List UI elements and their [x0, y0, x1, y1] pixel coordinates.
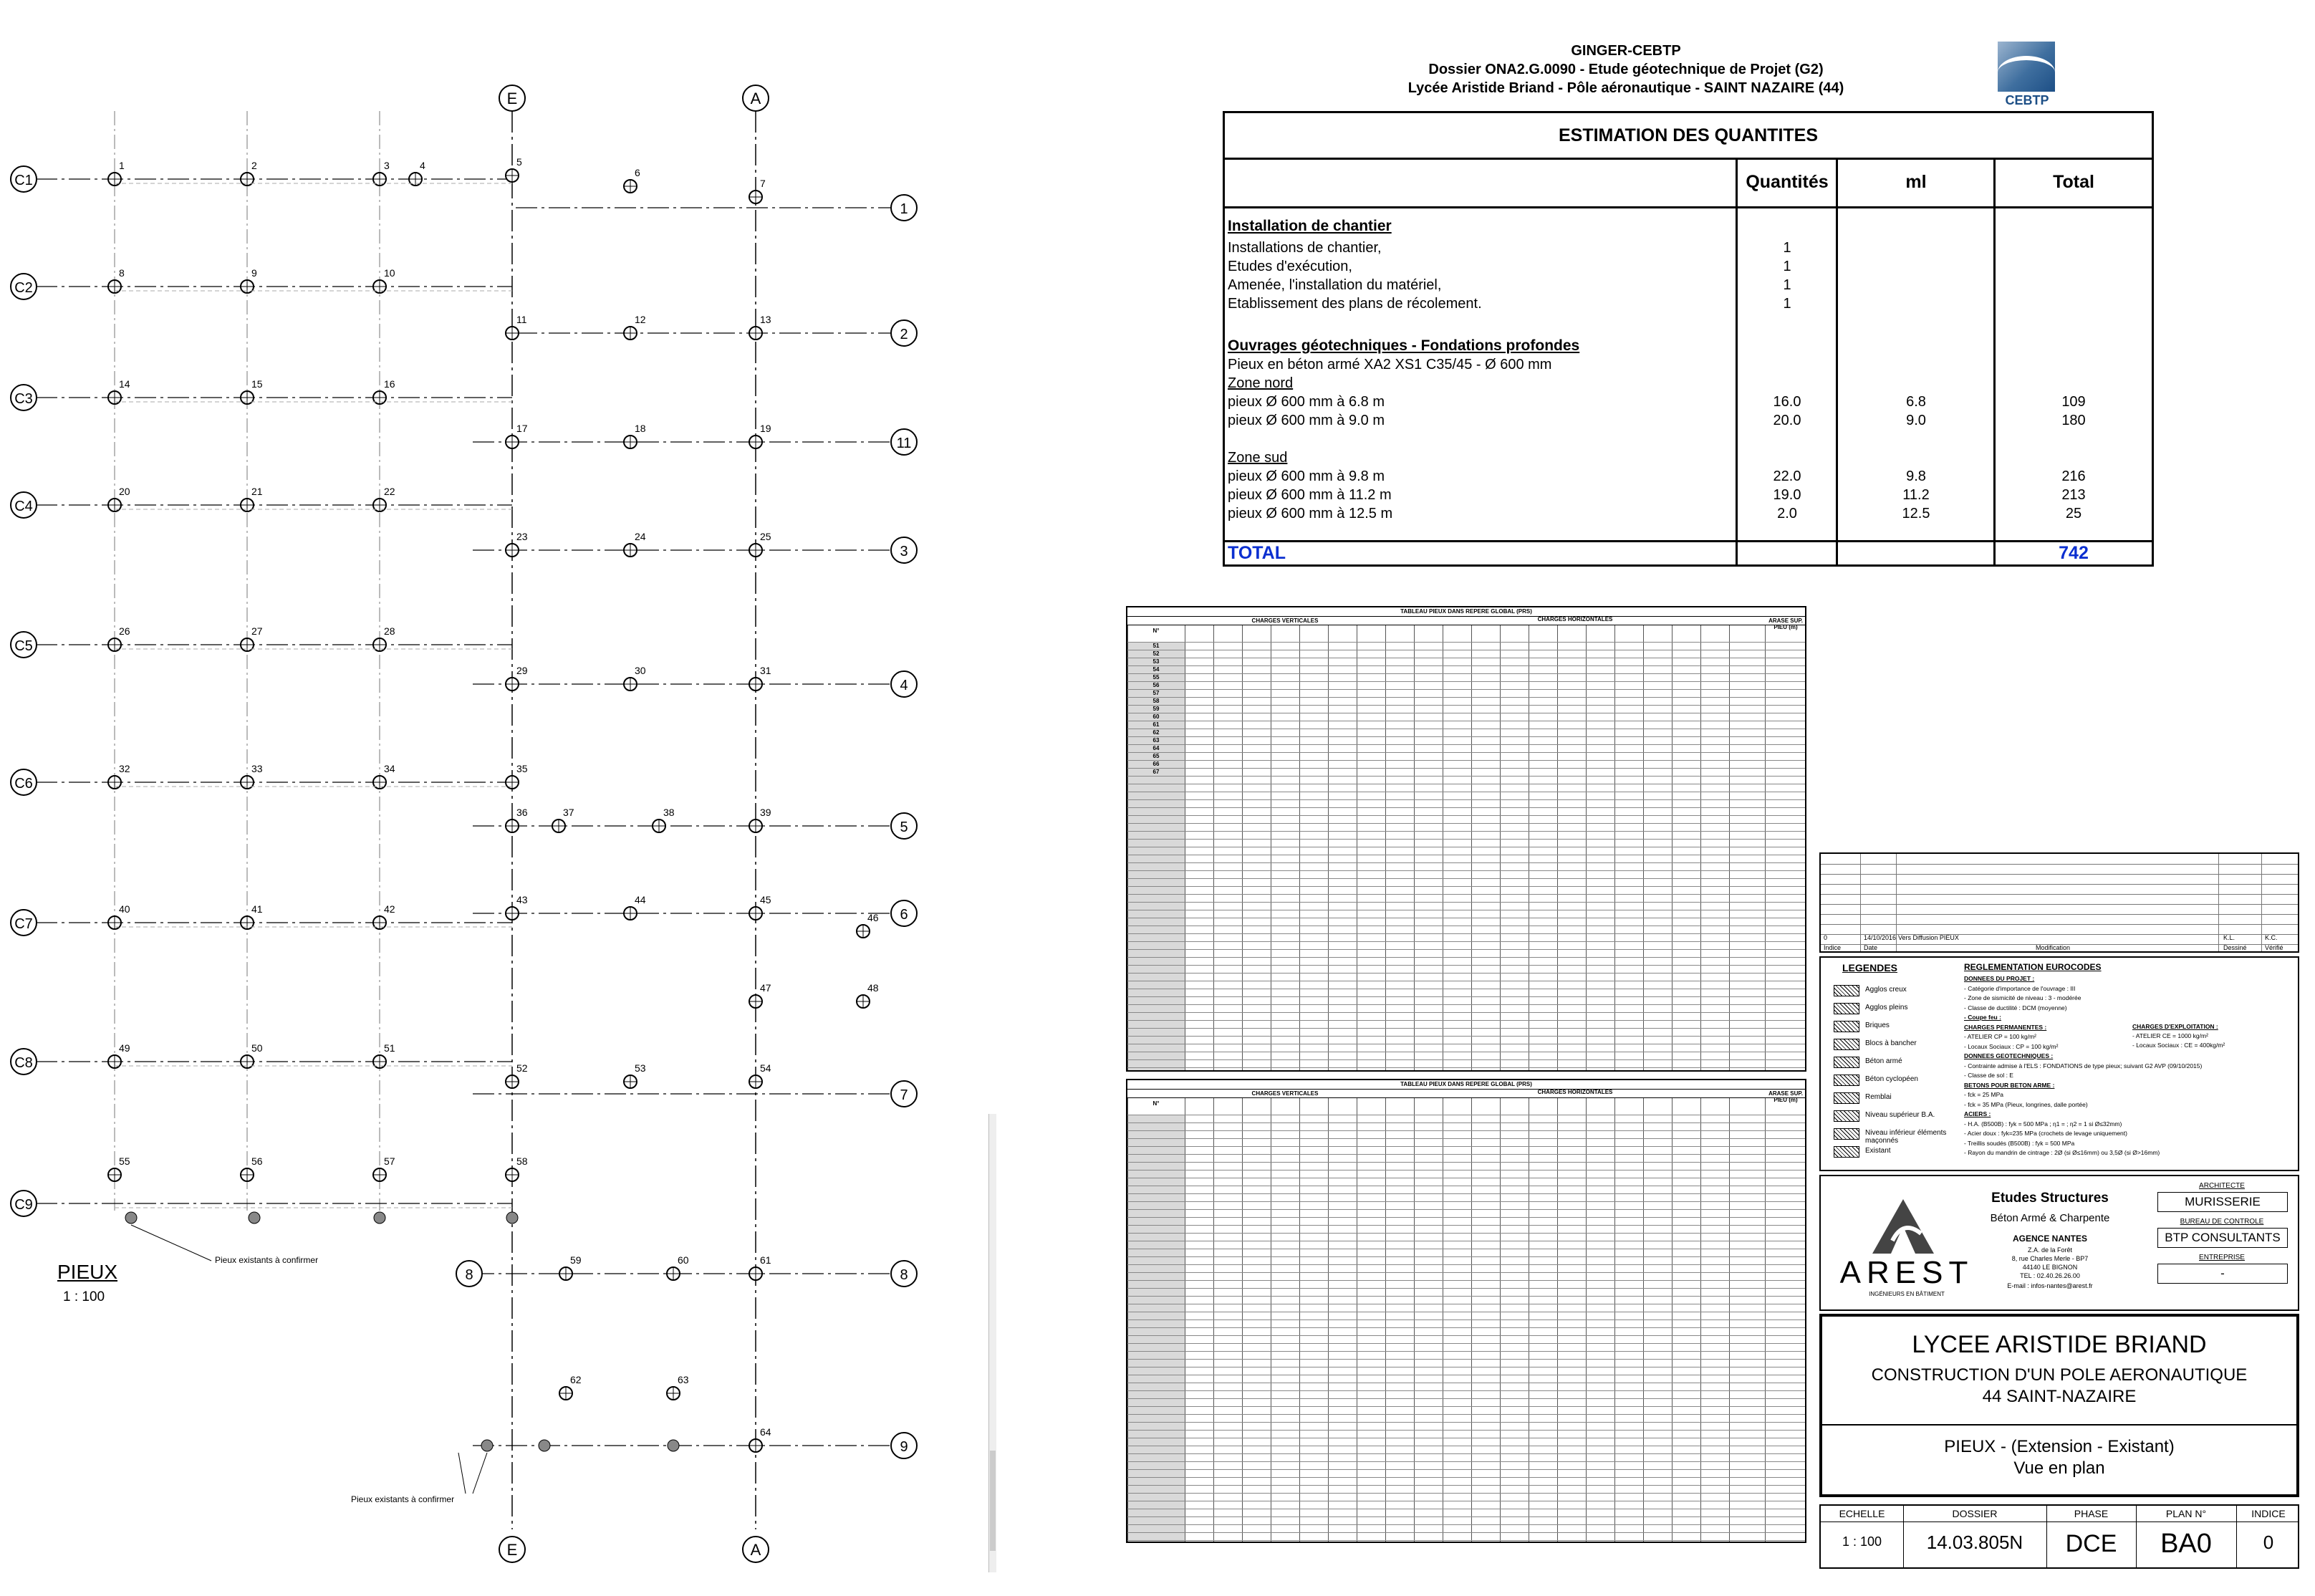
legend-label: Agglos creux — [1865, 986, 1907, 994]
legend-swatch — [1834, 1057, 1859, 1068]
pile-label: 27 — [251, 625, 263, 637]
pile-label: 18 — [635, 423, 646, 434]
entreprise-value: - — [2157, 1264, 2288, 1284]
regl-line: - H.A. (B500B) : fyk = 500 MPa ; η1 = ; η2 = 1 si Ø≤32mm) — [1964, 1120, 2122, 1128]
axis-label-C1: C1 — [14, 173, 33, 188]
qty-cell: 1 — [1783, 259, 1791, 274]
legend-swatch — [1834, 1003, 1859, 1014]
pile-label: 51 — [384, 1042, 395, 1054]
pile-label: 39 — [760, 807, 771, 818]
rev-indice: 0 — [1824, 934, 1828, 941]
pile-number: 67 — [1152, 769, 1160, 775]
axis-label-C2: C2 — [14, 280, 33, 296]
col-no: N° — [1152, 1100, 1160, 1107]
total-cell: 216 — [2061, 468, 2086, 484]
pile-number: 66 — [1152, 761, 1160, 767]
axis-label-4: 4 — [900, 678, 908, 693]
axis-label-C3: C3 — [14, 391, 33, 407]
rev-h-verifie: Vérifié — [2265, 944, 2283, 951]
axis-label-6: 6 — [900, 907, 908, 923]
pile-label: 17 — [516, 423, 528, 434]
pile-row — [1127, 736, 1805, 744]
axis-label-C7: C7 — [14, 916, 33, 932]
h-plan: PLAN N° — [2165, 1508, 2207, 1519]
qty-cell: 22.0 — [1773, 468, 1801, 484]
pile-label: 6 — [635, 167, 640, 178]
legend-swatch — [1834, 1075, 1859, 1086]
legendes-title: LEGENDES — [1842, 962, 1898, 974]
pile-number: 54 — [1152, 666, 1160, 673]
qty-cell: 1 — [1783, 277, 1791, 293]
pile-label: 54 — [760, 1062, 771, 1074]
title-block — [1819, 852, 2299, 1569]
legend-swatch — [1834, 1146, 1859, 1158]
pile-table-grid — [1127, 607, 1805, 1070]
rev-h-dessine: Dessiné — [2223, 944, 2247, 951]
regl-line: - ATELIER CP = 100 kg/m² — [1964, 1033, 2037, 1040]
addr1: Z.A. de la Forêt — [2027, 1246, 2073, 1254]
regl-line: CHARGES PERMANENTES : — [1964, 1023, 2047, 1031]
pile-label: 23 — [516, 531, 528, 542]
legend-swatch — [1834, 1039, 1859, 1050]
pile-number: 57 — [1152, 690, 1160, 696]
plan-value: BA0 — [2160, 1529, 2212, 1559]
drawing-title: PIEUX - (Extension - Existant) — [1944, 1437, 2175, 1456]
pile-label: 44 — [635, 894, 646, 905]
pile-label: 14 — [119, 378, 130, 390]
pile-label: 61 — [760, 1254, 771, 1266]
pile-label: 28 — [384, 625, 395, 637]
pile-label: 8 — [119, 267, 125, 279]
legend-label: Niveau supérieur B.A. — [1865, 1111, 1935, 1119]
qty-cell: 2.0 — [1777, 506, 1797, 521]
legend-label: Béton cyclopéen — [1865, 1075, 1918, 1083]
pile-label: 50 — [251, 1042, 263, 1054]
total-cell: 109 — [2061, 394, 2086, 410]
axis-label-C9: C9 — [14, 1197, 33, 1213]
pile-row — [1127, 665, 1805, 673]
pile-label: 9 — [251, 267, 257, 279]
axis-label-9: 9 — [900, 1439, 908, 1455]
pile-label: 60 — [678, 1254, 689, 1266]
legend-label: Béton armé — [1865, 1057, 1902, 1065]
line-item: Etudes d'exécution, — [1228, 259, 1352, 274]
total-cell: 180 — [2061, 413, 2086, 428]
regl-line: - Treillis soudés (B500B) : fyk = 500 MPa — [1964, 1139, 2075, 1147]
h-phase: PHASE — [2074, 1508, 2109, 1519]
pile-label: 53 — [635, 1062, 646, 1074]
project-panel — [1819, 1314, 2299, 1497]
regl-line: - fck = 25 MPa — [1964, 1091, 2004, 1098]
rev-h-date: Date — [1864, 944, 1878, 951]
legend-swatch — [1834, 1110, 1859, 1122]
regl-line: - fck = 35 MPa (Pieux, longrines, dalle portée) — [1964, 1100, 2088, 1108]
pile-table-top — [1126, 606, 1806, 1072]
regl-line: - Classe de sol : E — [1964, 1072, 2013, 1079]
line-item: Amenée, l'installation du matériel, — [1228, 277, 1442, 293]
pile-number: 58 — [1152, 698, 1160, 704]
revision-table — [1819, 852, 2299, 953]
info-row — [1819, 1504, 2299, 1569]
pile-table-bottom — [1126, 1079, 1806, 1543]
email: E-mail : infos-nantes@arest.fr — [2007, 1282, 2093, 1289]
legend-swatch — [1834, 1092, 1859, 1104]
legend-label: Blocs à bancher — [1865, 1039, 1917, 1047]
architecte-value: MURISSERIE — [2157, 1192, 2288, 1212]
pile-label: 58 — [516, 1155, 528, 1167]
pile-row — [1127, 721, 1805, 729]
axis-label-5: 5 — [900, 819, 908, 835]
axis-label-C5: C5 — [14, 638, 33, 654]
pile-row — [1127, 689, 1805, 697]
project-title: LYCEE ARISTIDE BRIAND — [1912, 1331, 2207, 1358]
architecte-label: ARCHITECTE — [2199, 1182, 2245, 1190]
pile-label: 49 — [119, 1042, 130, 1054]
regl-line: - Zone de sismicité de niveau : 3 - modérée — [1964, 994, 2081, 1001]
line-item: pieux Ø 600 mm à 9.0 m — [1228, 413, 1385, 428]
rev-h-indice: Indice — [1824, 944, 1842, 951]
legend-swatch — [1834, 1021, 1859, 1032]
qty-cell: 16.0 — [1773, 394, 1801, 410]
dossier-value: 14.03.805N — [1926, 1532, 2023, 1553]
axis-label-1: 1 — [900, 201, 908, 217]
existing-pile-marker — [668, 1440, 679, 1451]
axis-label-C6: C6 — [14, 776, 33, 792]
pile-label: 11 — [516, 314, 527, 325]
ml-cell: 9.8 — [1906, 468, 1926, 484]
col-quantites: Quantités — [1737, 158, 1837, 208]
charges-expl-line: CHARGES D'EXPLOITATION : — [2132, 1023, 2218, 1030]
pile-plan-drawing — [0, 0, 974, 1596]
existing-pile-marker — [125, 1212, 137, 1224]
pile-number: 51 — [1152, 643, 1160, 649]
pile-label: 31 — [760, 665, 771, 676]
pile-row — [1127, 673, 1805, 681]
section-fondations: Ouvrages géotechniques - Fondations profondes — [1228, 337, 1580, 354]
pile-label: 16 — [384, 378, 395, 390]
pile-label: 32 — [119, 763, 130, 774]
existing-pile-marker — [539, 1440, 550, 1451]
pile-label: 24 — [635, 531, 646, 542]
pile-number: 61 — [1152, 721, 1160, 728]
total-cell: 213 — [2061, 487, 2086, 503]
pile-row — [1127, 642, 1805, 650]
zone-nord: Zone nord — [1228, 375, 1294, 391]
regl-line: - Coupe feu : — [1964, 1014, 2001, 1021]
pile-label: 10 — [384, 267, 395, 279]
existing-piles-note: Pieux existants à confirmer — [215, 1255, 319, 1265]
arest-panel — [1819, 1175, 2299, 1311]
section-installation: Installation de chantier — [1228, 218, 1392, 234]
axis-label-8-left: 8 — [465, 1267, 473, 1283]
legend-swatch — [1834, 985, 1859, 996]
axis-label-11: 11 — [896, 436, 912, 451]
total-label: TOTAL — [1228, 543, 1286, 563]
etudes-structures: Etudes Structures — [1991, 1191, 2109, 1206]
line-item: pieux Ø 600 mm à 9.8 m — [1228, 468, 1385, 484]
line-item: Installations de chantier, — [1228, 240, 1382, 256]
total-value: 742 — [2059, 543, 2089, 563]
pile-label: 57 — [384, 1155, 395, 1167]
existing-pile-marker — [249, 1212, 260, 1224]
pile-label: 34 — [384, 763, 395, 774]
pile-label: 40 — [119, 903, 130, 915]
logo-text: CEBTP — [2005, 93, 2049, 107]
axis-label-C8: C8 — [14, 1055, 33, 1071]
phase-value: DCE — [2065, 1530, 2117, 1557]
pile-number: 56 — [1152, 682, 1160, 688]
pile-row — [1127, 760, 1805, 768]
pile-label: 56 — [251, 1155, 263, 1167]
beton-charpente: Béton Armé & Charpente — [1990, 1212, 2110, 1224]
pile-label: 25 — [760, 531, 771, 542]
pile-label: 12 — [635, 314, 646, 325]
axis-label-E: E — [506, 90, 518, 107]
col-total: Total — [1995, 158, 2152, 208]
rev-h-modif: Modification — [2036, 944, 2071, 951]
legend-swatch — [1834, 1128, 1859, 1140]
pile-label: 37 — [563, 807, 574, 818]
pile-label: 4 — [420, 160, 425, 171]
col-no: N° — [1152, 628, 1160, 634]
pile-label: 5 — [516, 156, 522, 168]
plan-title: PIEUX — [57, 1261, 118, 1283]
pile-label: 62 — [570, 1374, 582, 1385]
existing-pile-marker — [374, 1212, 385, 1224]
arest-name: AREST — [1839, 1255, 1974, 1290]
addr3: 44140 LE BIGNON — [2022, 1264, 2078, 1271]
cebtp-logo — [1995, 42, 2059, 106]
legend-label: Agglos pleins — [1865, 1004, 1908, 1011]
quantities-title: ESTIMATION DES QUANTITES — [1225, 113, 2152, 160]
pile-label: 2 — [251, 160, 257, 171]
pile-number: 52 — [1152, 650, 1160, 657]
pile-label: 7 — [760, 178, 766, 189]
regl-title: REGLEMENTATION EUROCODES — [1964, 962, 2102, 972]
charges-expl-line: - Locaux Sociaux : CE = 400kg/m² — [2132, 1042, 2225, 1049]
pile-label: 52 — [516, 1062, 528, 1074]
regl-line: - Rayon du mandrin de cintrage : 2Ø (si Ø≤16mm) ou 3,5Ø (si Ø>16mm) — [1964, 1149, 2160, 1156]
quantities-table — [1223, 111, 2154, 567]
pile-label: 47 — [760, 982, 771, 994]
pile-number: 53 — [1152, 658, 1160, 665]
pile-label: 26 — [119, 625, 130, 637]
regl-line: ACIERS : — [1964, 1110, 1991, 1117]
legend-label: Niveau inférieur éléments maçonnés — [1865, 1129, 1947, 1145]
arest-subtitle: INGÉNIEURS EN BÂTIMENT — [1869, 1291, 1945, 1297]
pile-table-grid — [1127, 1080, 1805, 1542]
indice-value: 0 — [2263, 1532, 2274, 1553]
pile-number: 64 — [1152, 745, 1160, 751]
legend-label: Remblai — [1865, 1093, 1892, 1101]
header-project: Lycée Aristide Briand - Pôle aéronautique - SAINT NAZAIRE (44) — [1407, 80, 1844, 96]
pile-row — [1127, 729, 1805, 736]
pile-row — [1127, 697, 1805, 705]
pile-number: 60 — [1152, 713, 1160, 720]
pile-row — [1127, 705, 1805, 713]
pile-row — [1127, 650, 1805, 658]
axis-label-C4: C4 — [14, 499, 33, 514]
tel: TEL : 02.40.26.26.00 — [2020, 1272, 2080, 1279]
pile-label: 64 — [760, 1426, 771, 1438]
arase-header: ARASE SUP. PIEU (m) — [1768, 1090, 1803, 1103]
bureau-label: BUREAU DE CONTROLE — [2180, 1218, 2264, 1226]
vertical-scrollbar[interactable] — [988, 1114, 996, 1572]
pile-label: 30 — [635, 665, 646, 676]
pile-number: 59 — [1152, 706, 1160, 712]
ml-cell: 6.8 — [1906, 394, 1926, 410]
existing-piles-note-2: Pieux existants à confirmer — [351, 1494, 455, 1504]
pile-label: 46 — [867, 912, 879, 923]
pile-row — [1127, 752, 1805, 760]
legend-label: Briques — [1865, 1021, 1890, 1029]
group-horizontal: CHARGES HORIZONTALES — [1537, 616, 1613, 622]
existing-pile-marker — [506, 1212, 518, 1224]
axis-label-3: 3 — [900, 544, 908, 559]
pile-table-title: TABLEAU PIEUX DANS REPERE GLOBAL (PRS) — [1400, 608, 1532, 615]
arase-header: ARASE SUP. PIEU (m) — [1768, 617, 1803, 630]
regl-line: - Classe de ductilité : DCM (moyenne) — [1964, 1004, 2067, 1011]
pile-row — [1127, 713, 1805, 721]
total-cell: 25 — [2065, 506, 2082, 521]
regl-line: - Locaux Sociaux : CP = 100 kg/m² — [1964, 1042, 2059, 1050]
pile-label: 15 — [251, 378, 263, 390]
zone-sud: Zone sud — [1228, 450, 1288, 466]
line-item: Pieux en béton armé XA2 XS1 C35/45 - Ø 600 mm — [1228, 357, 1552, 372]
pile-row — [1127, 744, 1805, 752]
group-horizontal: CHARGES HORIZONTALES — [1537, 1089, 1613, 1095]
agence: AGENCE NANTES — [2012, 1234, 2087, 1244]
legend-panel — [1819, 956, 2299, 1171]
pile-label: 35 — [516, 763, 528, 774]
pile-number: 62 — [1152, 729, 1160, 736]
axis-label-E-bottom: E — [506, 1541, 518, 1559]
ml-cell: 9.0 — [1906, 413, 1926, 428]
bureau-value: BTP CONSULTANTS — [2157, 1228, 2288, 1248]
pile-label: 19 — [760, 423, 771, 434]
h-indice: INDICE — [2251, 1508, 2286, 1519]
pile-label: 36 — [516, 807, 528, 818]
col-ml: ml — [1837, 158, 1995, 208]
scrollbar-thumb[interactable] — [990, 1451, 996, 1551]
pile-label: 13 — [760, 314, 771, 325]
legend-label: Existant — [1865, 1147, 1891, 1155]
pile-label: 41 — [251, 903, 263, 915]
qty-cell: 1 — [1783, 296, 1791, 312]
axis-label-8: 8 — [900, 1267, 908, 1283]
axis-label-7: 7 — [900, 1087, 908, 1103]
header-dossier: Dossier ONA2.G.0090 - Etude géotechnique de Projet (G2) — [1428, 62, 1824, 77]
pile-label: 48 — [867, 982, 879, 994]
project-sub1: CONSTRUCTION D'UN POLE AERONAUTIQUE — [1871, 1365, 2248, 1385]
regl-line: - Acier doux : fyk=235 MPa (crochets de levage uniquement) — [1964, 1130, 2127, 1137]
group-vertical: CHARGES VERTICALES — [1251, 617, 1319, 624]
regl-line: BETONS POUR BETON ARME : — [1964, 1081, 2055, 1089]
pile-label: 21 — [251, 486, 263, 497]
pile-label: 22 — [384, 486, 395, 497]
echelle-value: 1 : 100 — [1842, 1534, 1882, 1549]
ml-cell: 11.2 — [1902, 487, 1930, 503]
regl-line: DONNEES GEOTECHNIQUES : — [1964, 1052, 2054, 1059]
pile-number: 63 — [1152, 737, 1160, 744]
pile-table-title: TABLEAU PIEUX DANS REPERE GLOBAL (PRS) — [1400, 1081, 1532, 1087]
arest-logo-icon — [1871, 1198, 1935, 1255]
rev-dessine: K.L. — [2223, 934, 2235, 941]
rev-modif: Vers Diffusion PIEUX — [1898, 934, 1959, 941]
ml-cell: 12.5 — [1902, 506, 1930, 521]
pile-label: 63 — [678, 1374, 689, 1385]
pile-number: 55 — [1152, 674, 1160, 681]
charges-expl-line: - ATELIER CE = 1000 kg/m² — [2132, 1032, 2208, 1039]
existing-pile-marker — [481, 1440, 493, 1451]
line-item: pieux Ø 600 mm à 6.8 m — [1228, 394, 1385, 410]
pile-label: 3 — [384, 160, 390, 171]
line-item: pieux Ø 600 mm à 11.2 m — [1228, 487, 1392, 503]
axis-label-A-bottom: A — [750, 1541, 761, 1559]
pile-row — [1127, 658, 1805, 665]
pile-label: 20 — [119, 486, 130, 497]
plan-scale: 1 : 100 — [63, 1289, 105, 1304]
pile-label: 38 — [663, 807, 675, 818]
qty-cell: 19.0 — [1773, 487, 1801, 503]
pile-label: 59 — [570, 1254, 582, 1266]
h-dossier: DOSSIER — [1952, 1508, 1998, 1519]
pile-number: 65 — [1152, 753, 1160, 759]
qty-cell: 20.0 — [1773, 413, 1801, 428]
pile-label: 43 — [516, 894, 528, 905]
axis-label-A: A — [750, 90, 761, 107]
rev-date: 14/10/2016 — [1864, 934, 1897, 941]
entreprise-label: ENTREPRISE — [2199, 1254, 2245, 1261]
pile-label: 29 — [516, 665, 528, 676]
document-header — [1218, 42, 2034, 97]
group-vertical: CHARGES VERTICALES — [1251, 1090, 1319, 1097]
pile-label: 45 — [760, 894, 771, 905]
axis-label-2: 2 — [900, 327, 908, 342]
pile-label: 42 — [384, 903, 395, 915]
h-echelle: ECHELLE — [1839, 1508, 1885, 1519]
drawing-subtitle: Vue en plan — [2013, 1458, 2105, 1478]
regl-line: - Catégorie d'importance de l'ouvrage : III — [1964, 984, 2076, 992]
regl-line: - Contrainte admise à l'ELS : FONDATIONS de type pieux; suivant G2 AVP (09/10/2015) — [1964, 1062, 2203, 1069]
pile-label: 33 — [251, 763, 263, 774]
header-company: GINGER-CEBTP — [1571, 43, 1681, 59]
regl-line: DONNEES DU PROJET : — [1964, 975, 2035, 982]
line-item: Etablissement des plans de récolement. — [1228, 296, 1482, 312]
qty-cell: 1 — [1783, 240, 1791, 256]
line-item: pieux Ø 600 mm à 12.5 m — [1228, 506, 1393, 521]
rev-verifie: K.C. — [2265, 934, 2278, 941]
pile-label: 55 — [119, 1155, 130, 1167]
pile-row — [1127, 768, 1805, 776]
pile-row — [1127, 681, 1805, 689]
project-sub2: 44 SAINT-NAZAIRE — [1982, 1387, 2137, 1406]
addr2: 8, rue Charles Merle - BP7 — [2011, 1255, 2089, 1262]
pile-label: 1 — [119, 160, 125, 171]
